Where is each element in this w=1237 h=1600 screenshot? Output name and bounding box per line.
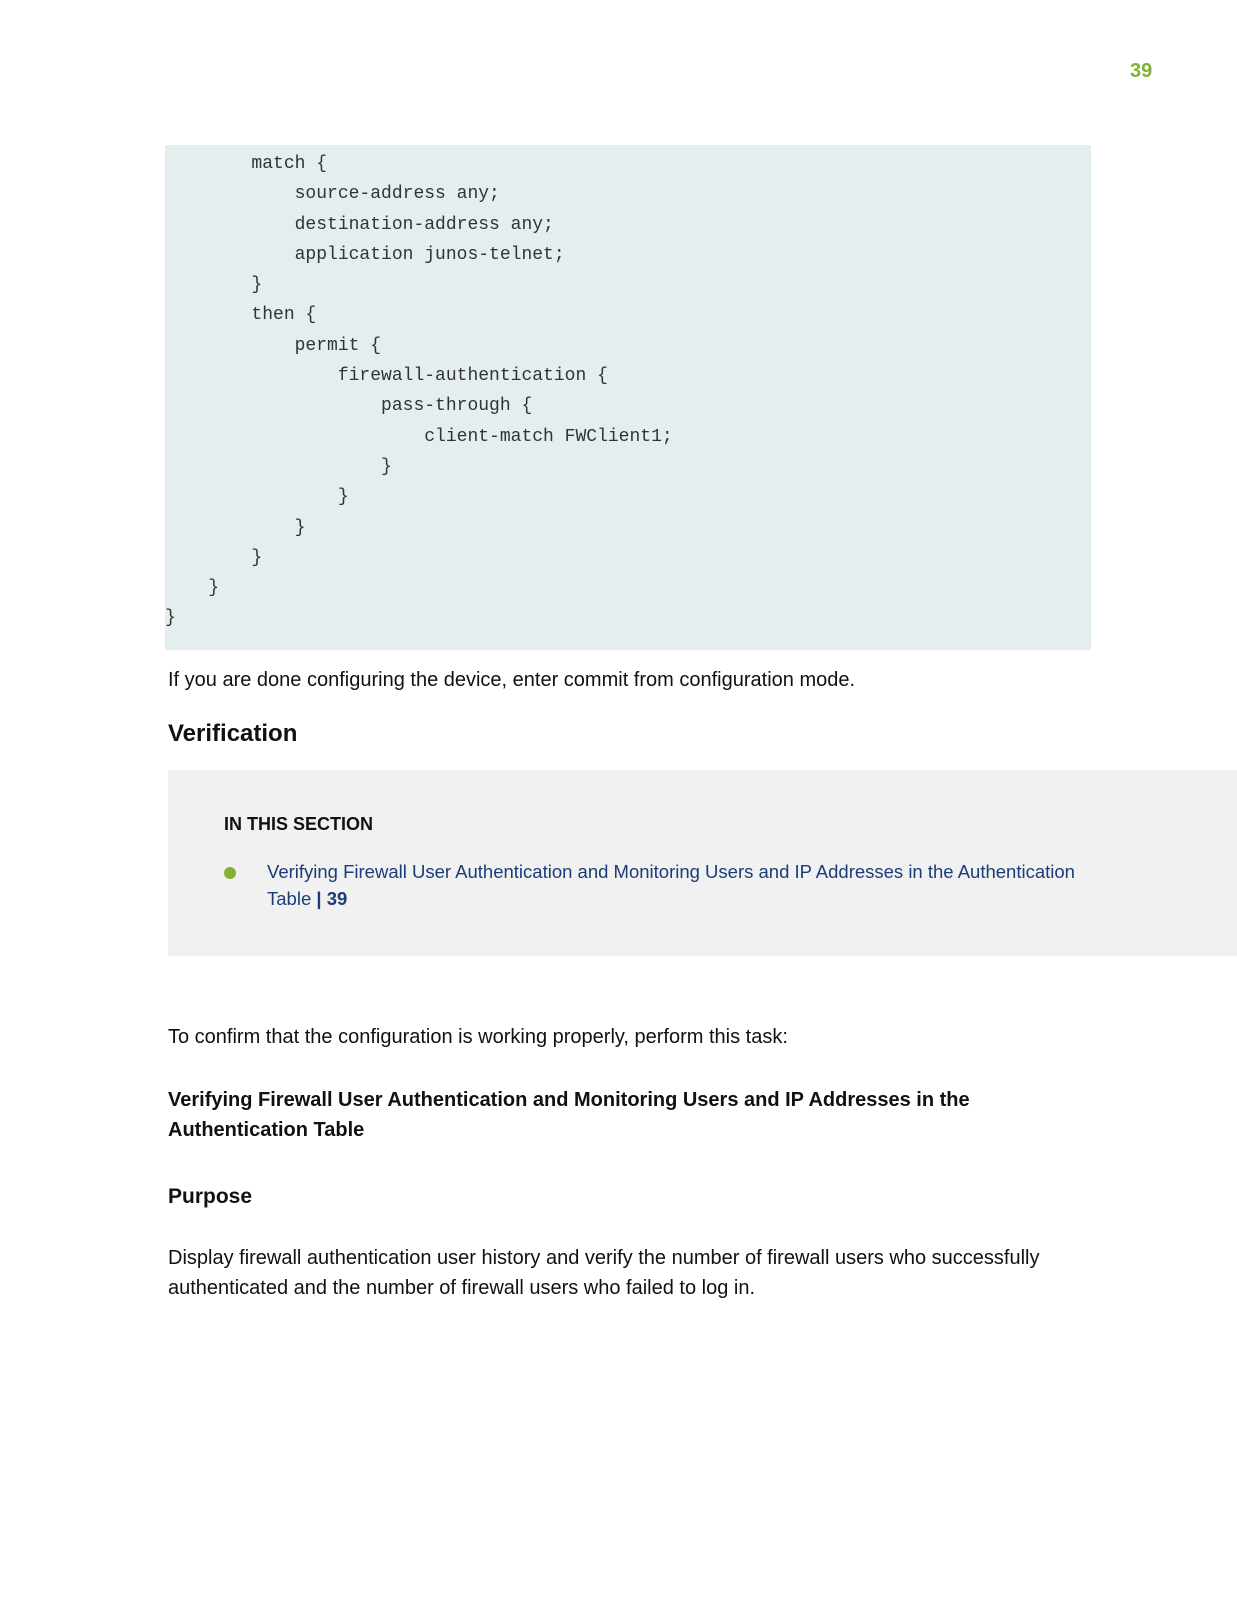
code-line: } (165, 275, 263, 296)
toc-link[interactable]: Verifying Firewall User Authentication and Monitoring Users and IP Addresses in the Authentication Table (267, 861, 1075, 909)
toc-item (224, 858, 1084, 912)
code-line: client-match FWClient1; (165, 426, 673, 447)
code-line: application junos-telnet; (165, 244, 565, 265)
code-line: } (165, 578, 220, 599)
code-line: firewall-authentication { (165, 366, 608, 387)
code-line: } (165, 456, 392, 477)
toc-separator: | (316, 888, 322, 909)
purpose-heading: Purpose (168, 1185, 253, 1208)
code-line: source-address any; (165, 184, 500, 205)
code-line: } (165, 608, 176, 629)
toc-item-text (267, 858, 1084, 912)
code-line: match { (165, 154, 328, 174)
code-block (165, 145, 1091, 650)
toc-page-link[interactable]: 39 (326, 888, 348, 909)
confirm-text: To confirm that the configuration is working properly, perform this task: (168, 1026, 788, 1048)
code-line: } (165, 547, 263, 568)
purpose-text: Display firewall authentication user history and verify the number of firewall users who successfully authenticated and the number of firewall users who failed to log in. (168, 1247, 1040, 1299)
verification-heading: Verification (168, 720, 298, 747)
bullet-icon (224, 867, 236, 879)
code-line: destination-address any; (165, 214, 554, 235)
commit-note: If you are done configuring the device, enter commit from configuration mode. (168, 669, 856, 691)
code-line: pass-through { (165, 396, 533, 417)
code-listing (165, 149, 1091, 634)
code-line: then { (165, 305, 317, 326)
in-this-section-box (168, 770, 1237, 956)
code-line: } (165, 517, 306, 538)
toc-title: IN THIS SECTION (224, 814, 374, 834)
task-heading: Verifying Firewall User Authentication and Monitoring Users and IP Addresses in the Authentication Table (168, 1089, 970, 1141)
code-line: permit { (165, 335, 382, 356)
code-line: } (165, 487, 349, 508)
page-number: 39 (1130, 60, 1153, 82)
